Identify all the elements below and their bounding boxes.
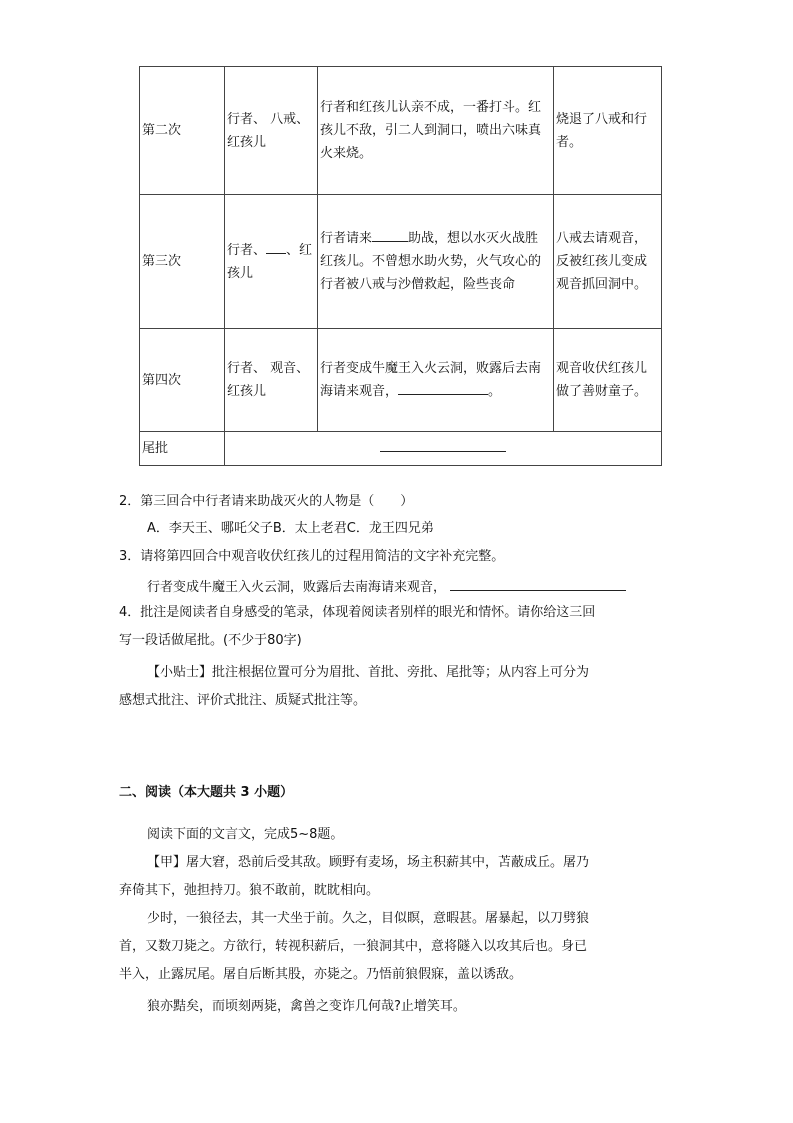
process-text: 行者变成牛魔王入火云洞，败露后去南海请来观音， xyxy=(320,361,542,399)
question-4-line-1: 4．批注是阅读者自身感受的笔录，体现着阅读者别样的眼光和情怀。请你给这三回 xyxy=(119,605,596,620)
answer-blank[interactable] xyxy=(380,437,506,452)
result-cell: 观音收伏红孩儿做了善财童子。 xyxy=(554,329,662,432)
plot-summary-table xyxy=(139,66,662,466)
people-cell xyxy=(225,195,318,329)
passage-line: 狼亦黠矣，而顷刻两毙，禽兽之变诈几何哉?止增笑耳。 xyxy=(147,999,466,1014)
tip-line-2: 感想式批注、评价式批注、质疑式批注等。 xyxy=(119,693,367,708)
question-3: 3．请将第四回合中观音收伏红孩儿的过程用简洁的文字补充完整。 xyxy=(119,549,505,564)
process-text: 助战，想以水灭火战胜红孩儿。不曾想水助火势，火气攻心的行者被八戒与沙僧救起，险些丧命 xyxy=(320,231,542,292)
process-text: 行者请来 xyxy=(320,231,373,246)
question-4-line-2: 写一段话做尾批。(不少于80字) xyxy=(119,633,302,648)
table-row xyxy=(140,67,662,195)
question-2-options: A．李天王、哪吒父子B．太上老君C．龙王四兄弟 xyxy=(147,521,434,536)
tip-line-1: 【小贴士】批注根据位置可分为眉批、首批、旁批、尾批等；从内容上可分为 xyxy=(147,665,590,680)
passage-line: 弃倚其下，弛担持刀。狼不敢前，眈眈相向。 xyxy=(119,883,380,898)
section-2-intro: 阅读下面的文言文，完成5~8题。 xyxy=(147,827,344,842)
table-row xyxy=(140,195,662,329)
tail-label-cell: 尾批 xyxy=(140,432,225,466)
round-cell: 第三次 xyxy=(140,195,225,329)
process-cell xyxy=(318,329,554,432)
answer-blank[interactable] xyxy=(398,380,488,395)
result-cell: 八戒去请观音，反被红孩儿变成观音抓回洞中。 xyxy=(554,195,662,329)
passage-line: 半入，止露尻尾。屠自后断其股，亦毙之。乃悟前狼假寐，盖以诱敌。 xyxy=(119,967,523,982)
process-cell xyxy=(318,195,554,329)
people-text: 行者、 xyxy=(227,242,267,258)
answer-blank[interactable] xyxy=(450,576,626,591)
passage-line: 首，又数刀毙之。方欲行，转视积薪后，一狼洞其中，意将隧入以攻其后也。身已 xyxy=(119,939,588,954)
process-text: 。 xyxy=(488,384,502,399)
answer-blank[interactable] xyxy=(266,239,286,254)
passage-line: 少时，一狼径去，其一犬坐于前。久之，目似瞑，意暇甚。屠暴起，以刀劈狼 xyxy=(147,911,590,926)
people-cell: 行者、 八戒、红孩儿 xyxy=(225,67,318,195)
people-cell: 行者、 观音、红孩儿 xyxy=(225,329,318,432)
question-3-prefix: 行者变成牛魔王入火云洞，败露后去南海请来观音， xyxy=(147,580,447,595)
passage-line: 【甲】屠大窘，恐前后受其敌。顾野有麦场，场主积薪其中，苫蔽成丘。屠乃 xyxy=(147,855,590,870)
people-text: 、红孩儿 xyxy=(227,242,313,281)
answer-blank[interactable] xyxy=(372,227,408,242)
question-2: 2．第三回合中行者请来助战灭火的人物是（ ） xyxy=(119,494,414,509)
table-row xyxy=(140,432,662,466)
tail-answer-cell xyxy=(225,432,662,466)
section-2-heading: 二、阅读（本大题共 3 小题） xyxy=(119,785,294,800)
round-cell: 第二次 xyxy=(140,67,225,195)
process-cell: 行者和红孩儿认亲不成，一番打斗。红孩儿不敌，引二人到洞口，喷出六味真火来烧。 xyxy=(318,67,554,195)
result-cell: 烧退了八戒和行者。 xyxy=(554,67,662,195)
question-3-text xyxy=(147,576,626,597)
round-cell: 第四次 xyxy=(140,329,225,432)
table-row xyxy=(140,329,662,432)
